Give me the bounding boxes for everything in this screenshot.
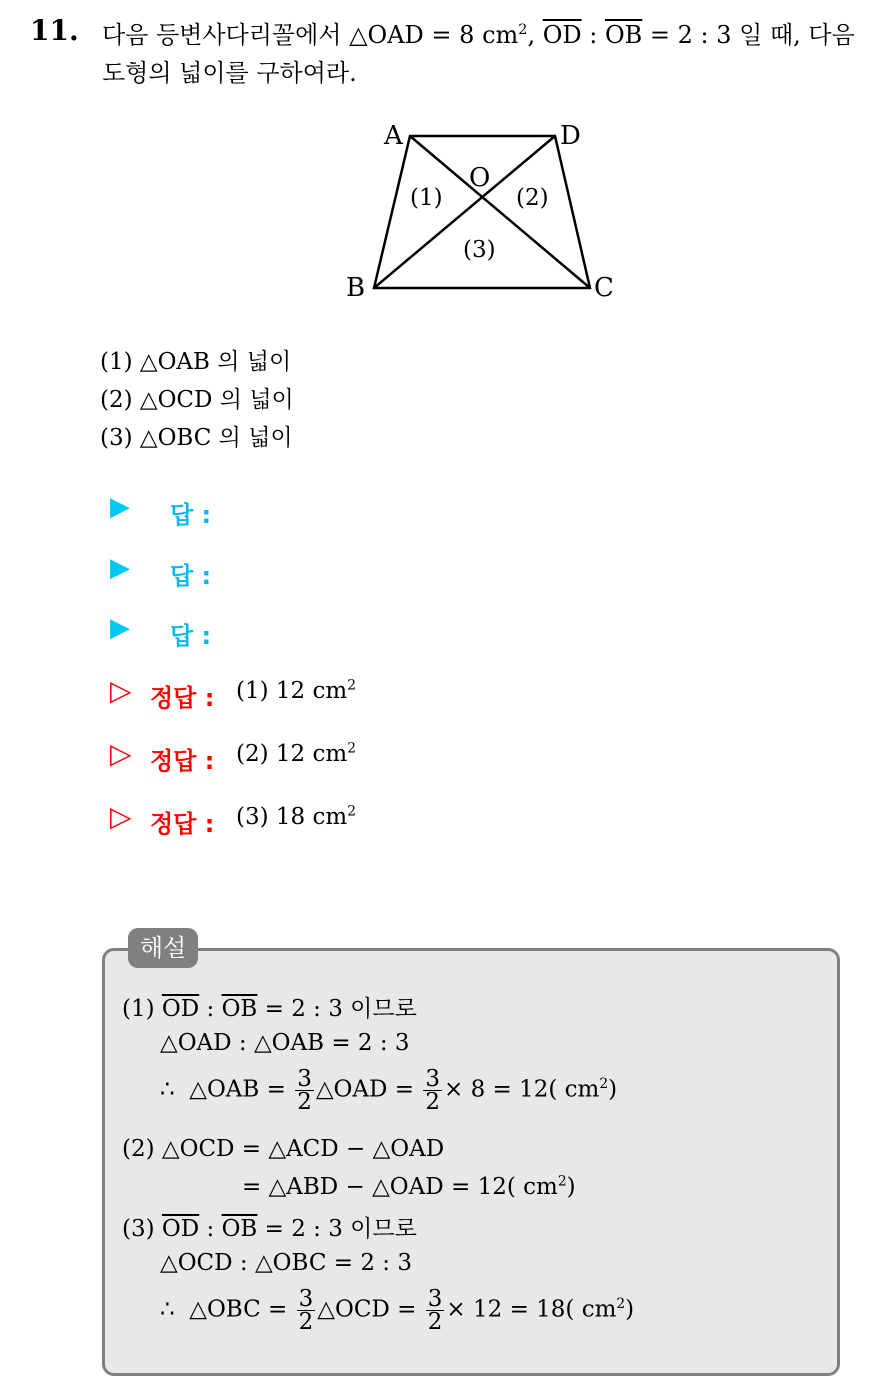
- numerator: 3: [427, 1286, 443, 1312]
- segment-ob: $\overline{OB}$: [221, 996, 258, 1022]
- question-line-1: [102, 16, 872, 54]
- ratio-tail: = 2 : 3 이므로: [257, 1216, 417, 1242]
- key-value-2: [236, 741, 356, 767]
- sub-question-1: (1) △OAB 의 넓이: [100, 349, 292, 375]
- expr: △OAB =: [189, 1076, 286, 1103]
- diagonal-bd: [374, 136, 555, 288]
- superscript-2: 2: [616, 1295, 626, 1312]
- segment-ob: $\overline{OB}$: [604, 21, 643, 49]
- trapezoid-outline: [374, 136, 590, 288]
- colon: :: [581, 21, 605, 49]
- comma: ,: [527, 21, 543, 49]
- vertex-d-label: D: [560, 121, 581, 151]
- solution-tag: 해설: [128, 928, 198, 968]
- sub-question-3: (3) △OBC 의 넓이: [100, 425, 293, 451]
- key-num: (1): [236, 678, 269, 704]
- key-marker-icon: ▷: [110, 674, 132, 707]
- sub-question-2: (2) △OCD 의 넓이: [100, 387, 294, 413]
- denominator: 2: [298, 1309, 314, 1335]
- key-marker-icon: ▷: [110, 800, 132, 833]
- solution-line-4: [122, 1136, 444, 1162]
- region-2-label: (2): [516, 185, 549, 211]
- part-num: (2): [122, 1136, 155, 1162]
- expr: △OBC =: [189, 1296, 288, 1323]
- superscript-2: 2: [518, 22, 528, 38]
- answer-marker-icon: ▶: [110, 492, 130, 522]
- expr: △OCD =: [317, 1296, 417, 1323]
- therefore-symbol: ∴: [160, 1296, 175, 1323]
- solution-line-1: [122, 990, 417, 1023]
- answer-label-3: 답 :: [170, 622, 212, 650]
- numerator: 3: [297, 1066, 312, 1092]
- key-value-1: [236, 678, 356, 704]
- superscript-2: 2: [557, 1173, 567, 1190]
- question-line-2: 도형의 넓이를 구하여라.: [102, 59, 357, 87]
- key-label-1: 정답 :: [150, 684, 215, 712]
- close-paren: ): [608, 1076, 618, 1103]
- solution-line-3: [160, 1068, 617, 1113]
- denominator: 2: [297, 1089, 312, 1115]
- expr: △OCD = △ACD − △OAD: [161, 1136, 445, 1162]
- center-o-label: O: [469, 163, 491, 193]
- expr: × 8 = 12( cm: [444, 1076, 600, 1103]
- solution-line-8: [160, 1288, 634, 1333]
- superscript-2: 2: [599, 1075, 609, 1092]
- solution-line-2: △OAD : △OAB = 2 : 3: [160, 1030, 410, 1056]
- key-area: 18 cm: [275, 804, 348, 830]
- part-num: (1): [122, 996, 155, 1022]
- region-1-label: (1): [410, 185, 443, 211]
- colon: :: [199, 996, 222, 1022]
- key-num: (2): [236, 741, 269, 767]
- key-area: 12 cm: [275, 678, 348, 704]
- fraction-3-2: [423, 1068, 442, 1113]
- numerator: 3: [425, 1066, 440, 1092]
- answer-label-2: 답 :: [170, 562, 212, 590]
- ratio-tail: = 2 : 3 이므로: [257, 996, 417, 1022]
- key-label-2: 정답 :: [150, 747, 215, 775]
- denominator: 2: [425, 1089, 440, 1115]
- part-num: (3): [122, 1216, 155, 1242]
- fraction-3-2: [295, 1068, 314, 1113]
- question-text: [102, 16, 872, 92]
- expr: = △ABD − △OAD = 12( cm: [242, 1174, 558, 1200]
- answer-label-1: 답 :: [170, 501, 212, 529]
- denominator: 2: [427, 1309, 443, 1335]
- solution-line-7: △OCD : △OBC = 2 : 3: [160, 1250, 412, 1276]
- superscript-2: 2: [347, 740, 356, 757]
- question-number: 11.: [30, 14, 79, 47]
- solution-line-6: [122, 1210, 417, 1243]
- answer-marker-icon: ▶: [110, 613, 130, 643]
- segment-ob: $\overline{OB}$: [221, 1216, 258, 1242]
- answer-marker-icon: ▶: [110, 553, 130, 583]
- trapezoid-figure: [330, 110, 630, 310]
- segment-od: $\overline{OD}$: [161, 1216, 200, 1242]
- diagonal-ac: [410, 136, 590, 288]
- segment-od: $\overline{OD}$: [161, 996, 200, 1022]
- solution-line-5: [242, 1174, 576, 1200]
- superscript-2: 2: [347, 677, 356, 694]
- numerator: 3: [298, 1286, 314, 1312]
- region-3-label: (3): [463, 237, 496, 263]
- question-text-a: 다음 등변사다리꼴에서 △OAD = 8 cm: [102, 21, 519, 49]
- vertex-a-label: A: [384, 121, 403, 151]
- fraction-3-2: [426, 1288, 445, 1333]
- key-marker-icon: ▷: [110, 737, 132, 770]
- therefore-symbol: ∴: [160, 1076, 175, 1103]
- key-label-3: 정답 :: [150, 810, 215, 838]
- close-paren: ): [566, 1174, 576, 1200]
- segment-od: $\overline{OD}$: [542, 21, 582, 49]
- vertex-b-label: B: [346, 273, 366, 303]
- key-area: 12 cm: [275, 741, 348, 767]
- vertex-c-label: C: [594, 273, 614, 303]
- superscript-2: 2: [347, 803, 356, 820]
- question-text-c: = 2 : 3 일 때, 다음: [642, 21, 855, 49]
- close-paren: ): [625, 1296, 635, 1323]
- expr: × 12 = 18( cm: [446, 1296, 617, 1323]
- key-value-3: [236, 804, 356, 830]
- key-num: (3): [236, 804, 269, 830]
- expr: △OAD =: [315, 1076, 415, 1103]
- fraction-3-2: [297, 1288, 316, 1333]
- colon: :: [199, 1216, 222, 1242]
